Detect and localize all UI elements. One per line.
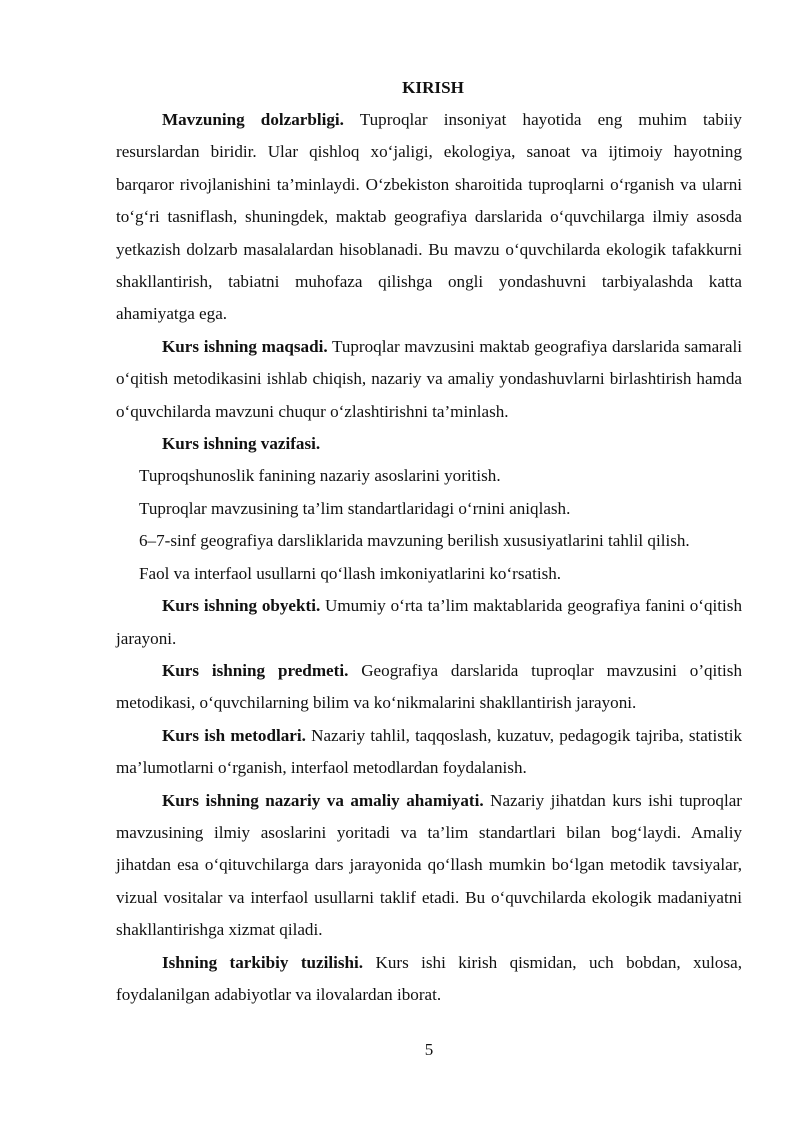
paragraph-subject <box>116 655 742 720</box>
paragraph-heading: Kurs ishning obyekti. <box>162 596 321 616</box>
paragraph-heading: Kurs ishning maqsadi. <box>162 336 328 356</box>
section-title: KIRISH <box>402 78 464 97</box>
task-item: Tuproqshunoslik fanining nazariy asoslarini yoritish. <box>139 466 501 486</box>
paragraph-heading: Kurs ishning predmeti. <box>162 660 349 680</box>
paragraph-relevance <box>116 104 742 331</box>
paragraph-heading: Kurs ish metodlari. <box>162 725 306 745</box>
paragraph-text: Nazariy jihatdan kurs ishi tuproqlar mavzusining ilmiy asoslarini yoritadi va ta’lim standartlari bilan bog‘laydi. Amaliy jihatdan esa o‘qituvchilarga dars jarayonida qo‘llash mumkin bo‘lgan metodik tavsiyalar, vizual vositalar va interfaol usullarni taklif etadi. Bu o‘quvchilarda ekologik madaniyatni shakllantirishga xizmat qiladi. <box>116 790 742 940</box>
paragraph-object <box>116 590 742 655</box>
paragraph-heading: Ishning tarkibiy tuzilishi. <box>162 952 364 972</box>
paragraph-structure <box>116 947 742 1012</box>
paragraph-text: Umumiy o‘rta ta’lim maktablarida geografiya fanini o‘qitish jarayoni. <box>116 596 742 648</box>
paragraph-goal <box>116 331 742 428</box>
paragraph-heading: Kurs ishning vazifasi. <box>162 434 321 454</box>
task-item: Tuproqlar mavzusining ta’lim standartlaridagi o‘rnini aniqlash. <box>139 498 571 518</box>
page-number: 5 <box>424 1040 434 1059</box>
paragraph-text: Tuproqlar insoniyat hayotida eng muhim tabiiy resurslardan biridir. Ular qishloq xo‘jaligi, ekologiya, sanoat va ijtimoiy hayotning barqaror rivojlanishini ta’minlaydi. O‘zbekiston sharoitida tuproqlarni o‘rganish va ularni to‘g‘ri tasniflash, shuningdek, maktab geografiya darslarida o‘quvchilarga ilmiy asosda yetkazish dolzarb masalalardan hisoblanadi. Bu mavzu o‘quvchilarda ekologik tafakkurni shakllantirish, tabiatni muhofaza qilishga ongli yondashuvni tarbiyalashda katta ahamiyatga ega. <box>116 110 742 324</box>
paragraph-text: Nazariy tahlil, taqqoslash, kuzatuv, pedagogik tajriba, statistik ma’lumotlarni o‘rganish, interfaol metodlardan foydalanish. <box>116 725 742 778</box>
paragraph-tasks-heading <box>116 428 742 460</box>
paragraph-heading: Kurs ishning nazariy va amaliy ahamiyati. <box>162 790 484 810</box>
paragraph-methods <box>116 720 742 785</box>
paragraph-heading: Mavzuning dolzarbligi. <box>162 110 344 129</box>
task-item: Faol va interfaol usullarni qo‘llash imkoniyatlarini ko‘rsatish. <box>139 563 562 583</box>
paragraph-text: Geografiya darslarida tuproqlar mavzusini o’qitish metodikasi, o‘quvchilarning bilim va ko‘nikmalarini shakllantirish jarayoni. <box>116 660 742 713</box>
document-page <box>116 72 742 1011</box>
task-item: 6–7-sinf geografiya darsliklarida mavzuning berilish xususiyatlarini tahlil qilish. <box>139 531 690 551</box>
paragraph-text: Kurs ishi kirish qismidan, uch bobdan, xulosa, foydalanilgan adabiyotlar va ilovalardan iborat. <box>116 952 742 1004</box>
paragraph-text: Tuproqlar mavzusini maktab geografiya darslarida samarali o‘qitish metodikasini ishlab chiqish, nazariy va amaliy yondashuvlarni birlashtirish hamda o‘quvchilarda mavzuni chuqur o‘zlashtirishni ta’minlash. <box>116 336 743 421</box>
paragraph-significance <box>116 785 742 947</box>
